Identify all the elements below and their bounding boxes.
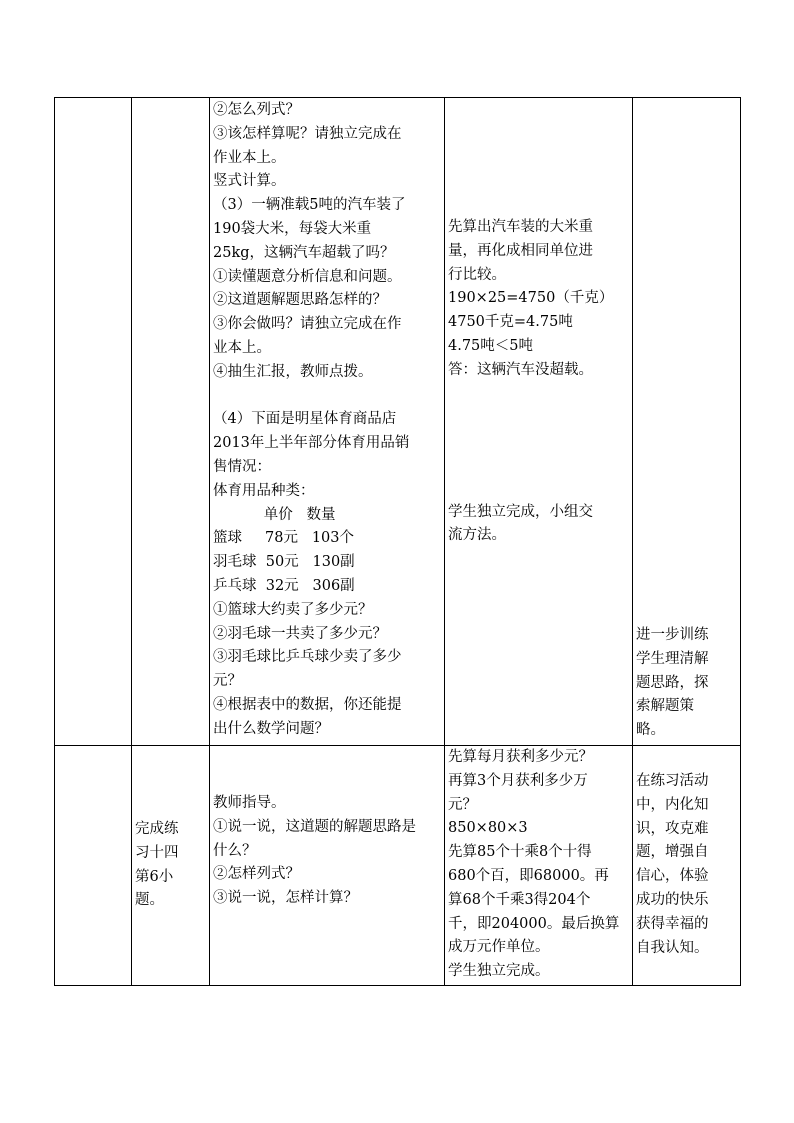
text-line: ②怎么列式？: [213, 102, 300, 118]
text-line: （3）一辆准载5吨的汽车装了: [213, 197, 406, 214]
text-line: 索解题策: [636, 698, 694, 715]
blank-cell: [55, 746, 132, 986]
text-line: 190袋大米，每袋大米重: [213, 220, 372, 237]
text-line: ③你会做吗？请独立完成在作: [213, 316, 402, 333]
text-line: 售情况：: [213, 458, 271, 475]
text-line: 680个百，即68000。再: [448, 867, 609, 884]
text-line: 信心，体验: [636, 868, 709, 885]
text-line: 850×80×3: [448, 820, 528, 837]
text-line: 行比较。: [448, 266, 506, 283]
text-line: 篮球 78元 103个: [213, 530, 354, 547]
text-line: 习十四: [135, 844, 179, 861]
text-line: 再算3个月获利多少万: [448, 772, 588, 789]
text-line: 体育用品种类：: [213, 482, 315, 499]
text-line: ③说一说，怎样计算？: [213, 890, 358, 907]
text-line: 先算出汽车装的大米重: [448, 219, 593, 235]
text-line: 元？: [213, 673, 242, 690]
text-line: 略。: [636, 722, 665, 739]
text-line: 出什么数学问题？: [213, 720, 329, 737]
text-line: 进一步训练: [636, 627, 709, 644]
text-line: 学生独立完成，小组交: [448, 503, 593, 520]
text-line: 题。: [135, 892, 164, 909]
text-line: 成功的快乐: [636, 891, 709, 908]
text-line: ③该怎样算呢？请独立完成在: [213, 125, 402, 142]
text-line: 学生独立完成。: [448, 963, 550, 980]
text-line: 题，增强自: [636, 844, 709, 861]
text-line: 识，攻克难: [636, 820, 709, 837]
teacher-activity-cell: [210, 98, 445, 746]
text-line: 成万元作单位。: [448, 939, 550, 956]
text-line: 流方法。: [448, 527, 506, 544]
text-line: 什么？: [213, 842, 257, 859]
table-row: [55, 98, 741, 746]
text-line: 算68个千乘3得204个: [448, 891, 591, 908]
text-line: 第6小: [135, 868, 174, 885]
design-intent-cell: [633, 746, 741, 986]
text-line: 作业本上。: [213, 149, 286, 166]
student-activity-cell: [445, 746, 633, 986]
text-line: ①说一说，这道题的解题思路是: [213, 818, 416, 835]
text-line: ④根据表中的数据，你还能提: [213, 696, 402, 713]
text-line: 元？: [448, 796, 477, 813]
text-line: ①读懂题意分析信息和问题。: [213, 268, 402, 285]
text-line: 教师指导。: [213, 795, 286, 811]
text-line: ③羽毛球比乒乓球少卖了多少: [213, 649, 402, 666]
text-line: 先算85个十乘8个十得: [448, 844, 592, 861]
text-line: 4750千克=4.75吨: [448, 314, 573, 331]
text-line: ②怎样列式？: [213, 866, 300, 883]
lesson-plan-table: [54, 97, 741, 986]
text-line: ④抽生汇报，教师点拨。: [213, 363, 373, 380]
text-line: 千，即204000。最后换算: [448, 915, 620, 932]
text-line: 2013年上半年部分体育用品销: [213, 435, 410, 452]
design-intent-cell: [633, 98, 741, 746]
text-line: 羽毛球 50元 130副: [213, 554, 355, 571]
text-line: 自我认知。: [636, 939, 709, 956]
text-line: [213, 385, 441, 409]
text-line: （4）下面是明星体育商品店: [213, 411, 397, 428]
text-line: 获得幸福的: [636, 915, 709, 932]
text-line: 乒乓球 32元 306副: [213, 577, 355, 594]
text-line: 题思路，探: [636, 674, 709, 691]
text-line: ②羽毛球一共卖了多少元？: [213, 625, 387, 642]
teacher-activity-cell: [210, 746, 445, 986]
text-line: 业本上。: [213, 339, 271, 356]
text-line: 4.75吨＜5吨: [448, 337, 534, 354]
text-line: 190×25=4750（千克）: [448, 290, 614, 307]
text-line: 学生理清解: [636, 650, 709, 667]
text-line: 单价 数量: [213, 506, 336, 523]
table-row: [55, 746, 741, 986]
text-line: ①篮球大约卖了多少元？: [213, 601, 373, 618]
step-cell: [132, 746, 210, 986]
text-line: ②这道题解题思路怎样的？: [213, 292, 387, 309]
text-line: 25kg，这辆汽车超载了吗？: [213, 244, 395, 261]
text-line: 答：这辆汽车没超载。: [448, 361, 593, 378]
blank-cell: [55, 98, 132, 746]
text-line: 先算每月获利多少元？: [448, 749, 593, 765]
text-line: 中，内化知: [636, 796, 709, 813]
text-line: 竖式计算。: [213, 173, 286, 190]
student-activity-cell: [445, 98, 633, 746]
blank-cell: [132, 98, 210, 746]
text-line: 完成练: [135, 820, 179, 837]
text-line: 在练习活动: [636, 773, 709, 789]
text-line: 量，再化成相同单位进: [448, 242, 593, 259]
